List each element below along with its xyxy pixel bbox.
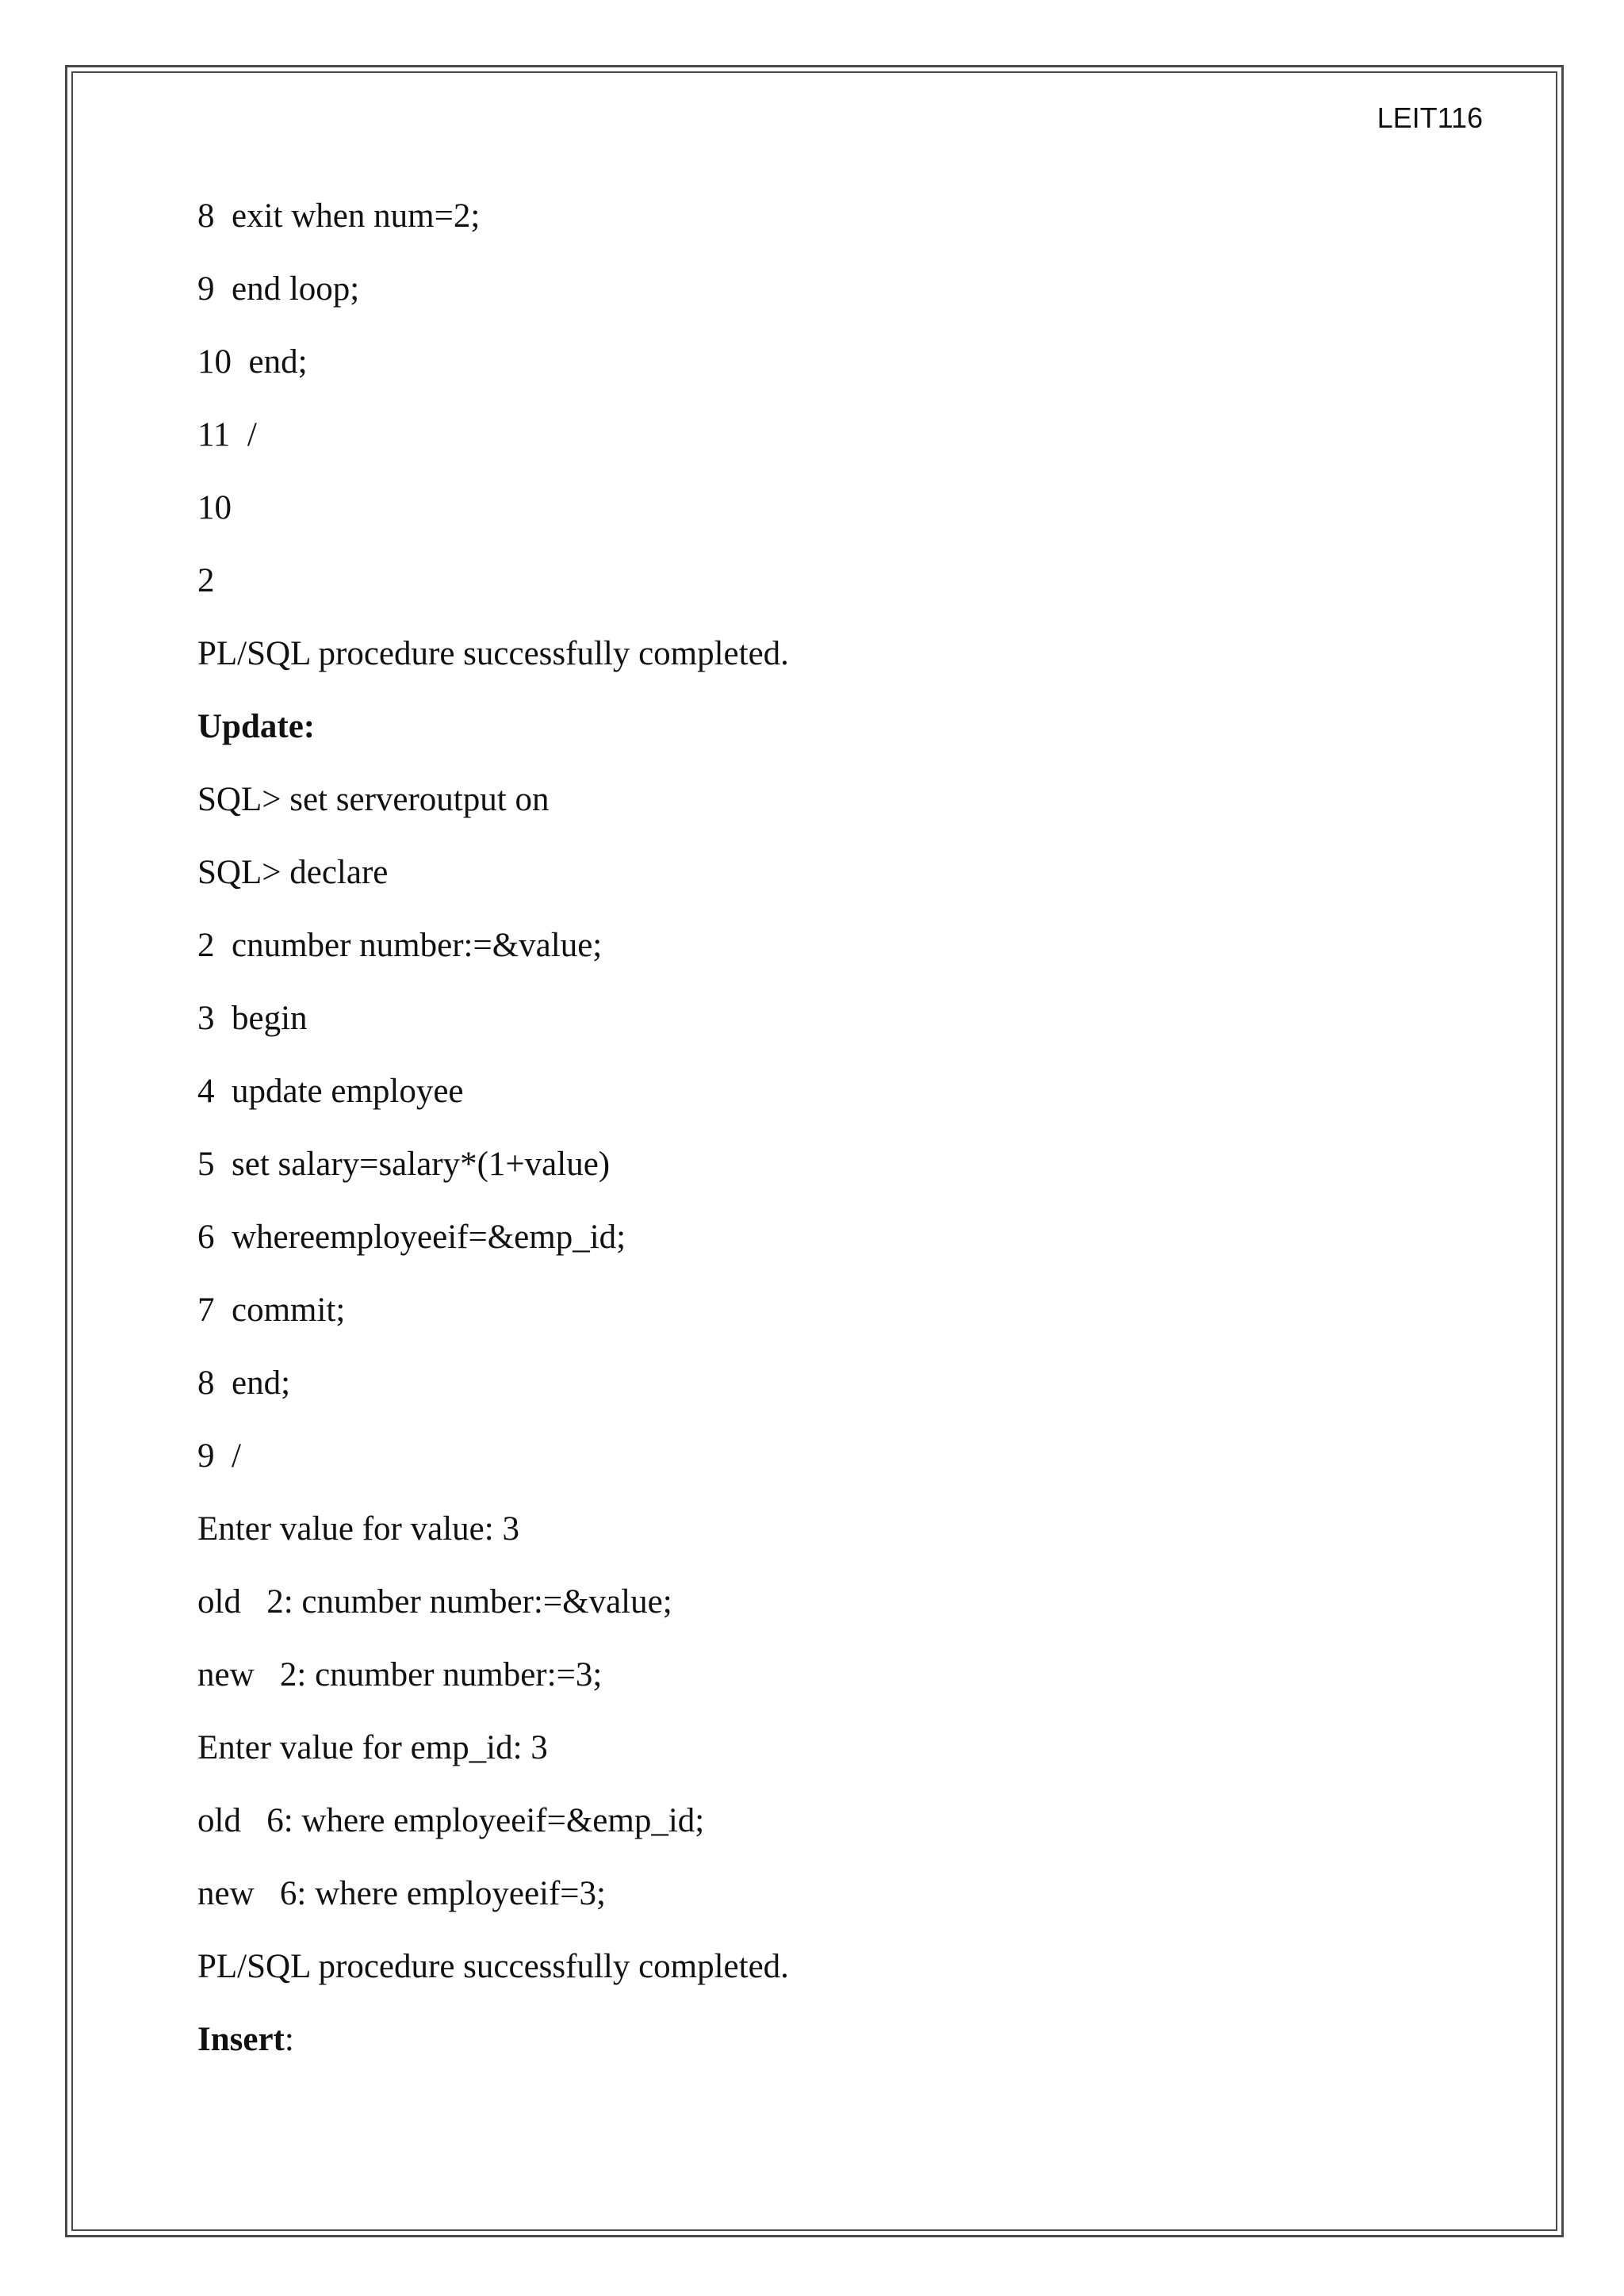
section-heading-update: Update: [197, 708, 316, 745]
output-line: 2 [197, 562, 215, 599]
code-line: 11 / [197, 416, 257, 453]
output-line: old 6: where employeeif=&emp_id; [197, 1802, 705, 1839]
code-line: 8 exit when num=2; [197, 197, 481, 235]
code-line: 5 set salary=salary*(1+value) [197, 1146, 611, 1183]
code-line: 9 / [197, 1437, 241, 1475]
code-line: 9 end loop; [197, 270, 360, 308]
code-line: 7 commit; [197, 1292, 346, 1329]
output-line: old 2: cnumber number:=&value; [197, 1583, 672, 1621]
insert-heading-label: Insert [197, 2021, 285, 2058]
code-line: 3 begin [197, 1000, 308, 1037]
code-line: 2 cnumber number:=&value; [197, 927, 603, 964]
insert-heading-colon: : [284, 2021, 294, 2058]
code-line: SQL> set serveroutput on [197, 781, 550, 818]
code-line: 8 end; [197, 1364, 291, 1402]
document-id: LEIT116 [1377, 101, 1483, 134]
code-line: 6 whereemployeeif=&emp_id; [197, 1219, 626, 1256]
section-heading-insert [197, 2014, 789, 2087]
code-line: SQL> declare [197, 854, 389, 891]
output-line: 10 [197, 489, 232, 526]
code-listing [197, 190, 789, 2087]
output-line: new 2: cnumber number:=3; [197, 1656, 603, 1693]
status-line: PL/SQL procedure successfully completed. [197, 635, 789, 672]
output-line: Enter value for value: 3 [197, 1510, 519, 1548]
code-line: 10 end; [197, 343, 308, 381]
code-line: 4 update employee [197, 1073, 464, 1110]
output-line: Enter value for emp_id: 3 [197, 1729, 548, 1766]
output-line: new 6: where employeeif=3; [197, 1875, 606, 1912]
status-line: PL/SQL procedure successfully completed. [197, 1948, 789, 1985]
